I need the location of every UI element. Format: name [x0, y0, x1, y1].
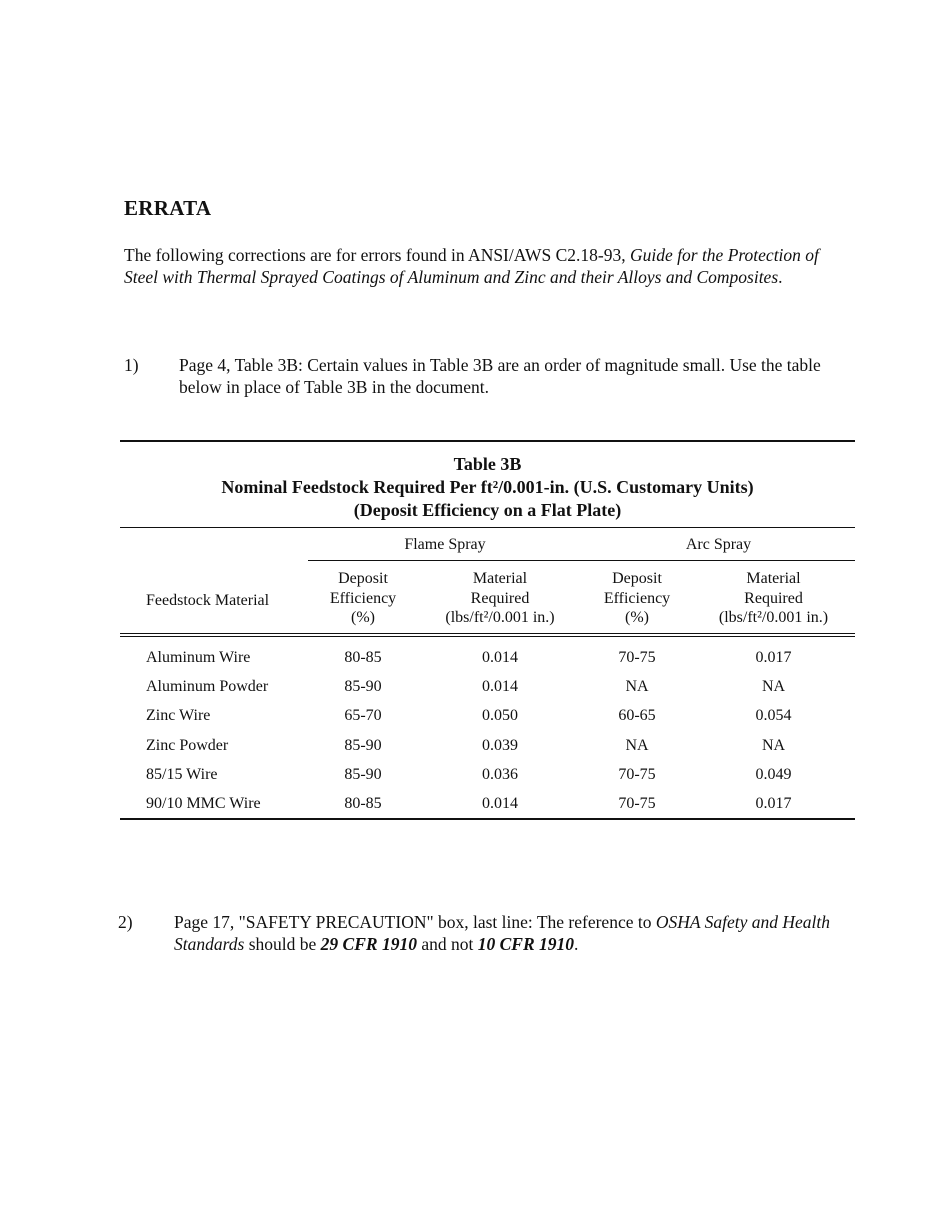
- table-row: [120, 760, 855, 789]
- cell-flame-deposit-efficiency: 80-85: [344, 794, 382, 812]
- cell-flame-deposit-efficiency: 65-70: [344, 707, 382, 725]
- cell-arc-material-required: 0.049: [755, 765, 792, 783]
- header-text: Efficiency: [603, 589, 671, 607]
- intro-prefix: The following corrections are for errors found in ANSI/AWS C2.18-93,: [124, 245, 630, 265]
- cell-flame-material-required: 0.014: [482, 649, 518, 666]
- intro-title: Guide for the Protection of Steel with Thermal Sprayed Coatings of Aluminum and Zinc and their Alloys and Composites: [124, 245, 819, 287]
- header-arc-deposit-efficiency: [582, 569, 692, 628]
- table-group-header: [120, 528, 855, 561]
- cell-arc-material-required: NA: [761, 678, 786, 696]
- header-flame-deposit-efficiency: [308, 569, 418, 628]
- item-2-number: 2): [118, 912, 133, 932]
- intro-suffix: .: [778, 267, 783, 287]
- cell-material: 90/10 MMC Wire: [146, 794, 261, 812]
- header-text: Deposit: [612, 570, 662, 587]
- table-column-header: [120, 561, 855, 633]
- cell-flame-material-required: 0.036: [482, 765, 518, 783]
- cell-material: Zinc Powder: [146, 736, 229, 754]
- cell-arc-deposit-efficiency: 70-75: [618, 649, 656, 666]
- header-text: Required: [744, 589, 803, 607]
- cell-material: 85/15 Wire: [146, 765, 218, 783]
- caption-line-3: (Deposit Efficiency on a Flat Plate): [353, 500, 622, 520]
- cell-material: Zinc Wire: [146, 707, 211, 725]
- table-bottom-rule: [120, 818, 855, 820]
- item-2-text: [174, 911, 854, 955]
- header-text: (lbs/ft²/0.001 in.): [445, 609, 555, 626]
- intro-paragraph: [124, 244, 844, 288]
- header-text: Deposit: [338, 570, 388, 587]
- cell-arc-material-required: 0.017: [755, 649, 792, 666]
- cell-flame-deposit-efficiency: 85-90: [344, 765, 382, 783]
- header-text: (%): [625, 609, 649, 626]
- table-row: [120, 672, 855, 701]
- header-text: (lbs/ft²/0.001 in.): [718, 609, 829, 626]
- header-text: Material: [746, 570, 801, 587]
- cell-flame-material-required: 0.050: [482, 707, 518, 725]
- item-1-number: 1): [124, 355, 139, 375]
- errata-heading: ERRATA: [124, 196, 212, 220]
- cell-arc-material-required: 0.017: [755, 794, 792, 812]
- item-2-part-7: .: [574, 934, 579, 954]
- header-text: Required: [470, 589, 530, 607]
- header-text: Efficiency: [329, 589, 397, 607]
- item-2-part-3: should be: [244, 934, 321, 954]
- caption-line-1: Table 3B: [453, 454, 522, 474]
- cell-flame-material-required: 0.039: [482, 736, 518, 754]
- item-1-text: Page 4, Table 3B: Certain values in Table 3B are an order of magnitude small. Use the table below in place of Table 3B in the document.: [179, 355, 821, 397]
- item-2-part-1: Page 17, "SAFETY PRECAUTION" box, last line: The reference to: [174, 912, 656, 932]
- table-row: [120, 789, 855, 818]
- cell-arc-deposit-efficiency: NA: [625, 736, 649, 754]
- cell-flame-deposit-efficiency: 85-90: [344, 678, 382, 696]
- header-feedstock-material: Feedstock Material: [146, 592, 270, 609]
- cell-flame-deposit-efficiency: 85-90: [344, 736, 382, 754]
- table-row: [120, 643, 855, 672]
- item-2-incorrect-cfr: 10 CFR 1910: [477, 934, 574, 954]
- table-caption: [120, 442, 855, 527]
- cell-arc-deposit-efficiency: 60-65: [618, 707, 656, 725]
- item-2-correct-cfr: 29 CFR 1910: [320, 934, 417, 954]
- group-flame-spray: Flame Spray: [404, 536, 486, 553]
- cell-arc-deposit-efficiency: 70-75: [618, 765, 656, 783]
- cell-arc-deposit-efficiency: NA: [625, 678, 649, 696]
- table-row: [120, 731, 855, 760]
- cell-flame-deposit-efficiency: 80-85: [344, 649, 382, 666]
- header-flame-material-required: [418, 569, 582, 628]
- table-3b: [120, 440, 855, 820]
- header-arc-material-required: [692, 569, 855, 628]
- cell-arc-material-required: 0.054: [755, 707, 792, 725]
- cell-flame-material-required: 0.014: [482, 678, 518, 696]
- item-2-part-5: and not: [416, 934, 478, 954]
- header-text: (%): [351, 609, 375, 626]
- table-row: [120, 701, 855, 730]
- header-double-rule: [120, 633, 855, 634]
- item-2-osha-title: OSHA Safety and Health Standards: [174, 912, 831, 954]
- group-arc-spray: Arc Spray: [685, 536, 752, 553]
- cell-material: Aluminum Powder: [146, 678, 269, 696]
- header-text: Material: [472, 570, 528, 587]
- cell-material: Aluminum Wire: [146, 649, 251, 666]
- cell-arc-deposit-efficiency: 70-75: [618, 794, 656, 812]
- caption-line-2: Nominal Feedstock Required Per ft²/0.001-in. (U.S. Customary Units): [221, 477, 754, 497]
- cell-flame-material-required: 0.014: [482, 794, 518, 812]
- cell-arc-material-required: NA: [761, 736, 786, 754]
